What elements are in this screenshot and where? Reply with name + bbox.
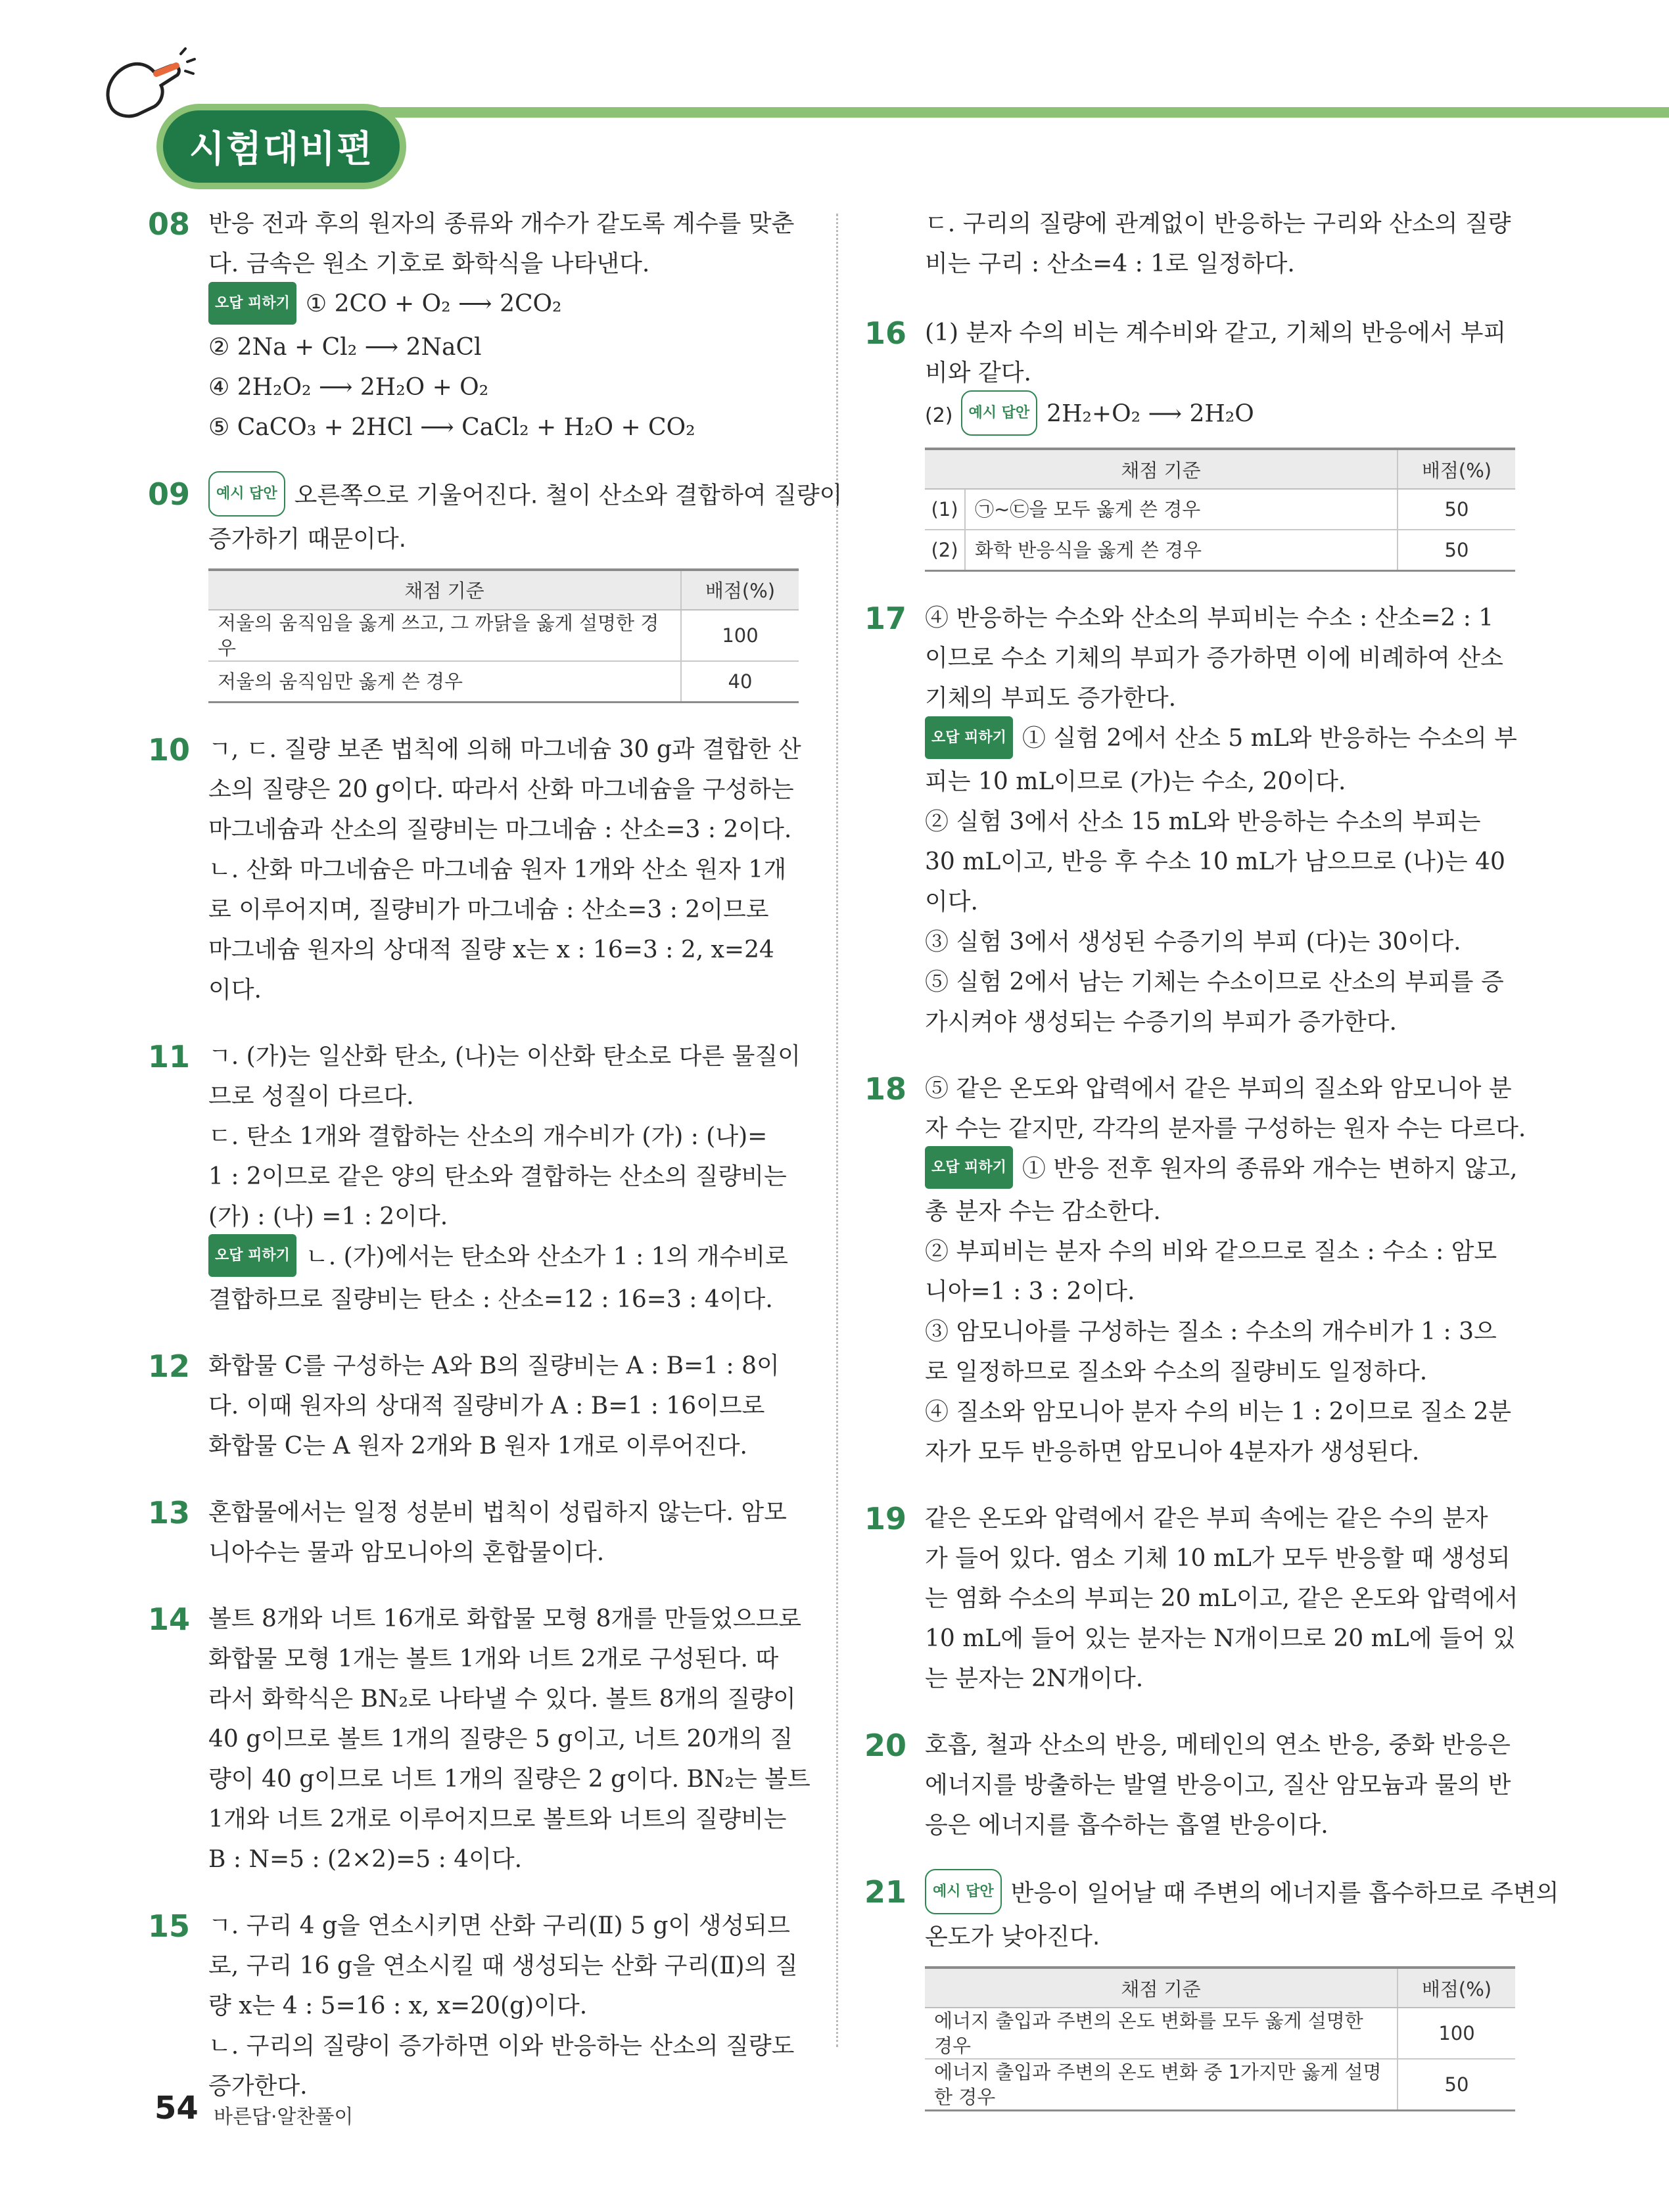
grading-table-row xyxy=(925,2059,1515,2111)
answer-text: 마그네슘과 산소의 질량비는 마그네슘 : 산소=3 : 2이다. xyxy=(208,816,792,843)
grading-table xyxy=(208,568,799,703)
grading-table-cell: 40 xyxy=(681,661,799,703)
avoid-mistake-tag: 오답 피하기 xyxy=(208,282,296,325)
grading-table-row xyxy=(925,2008,1515,2059)
answer-line xyxy=(925,1725,1515,1765)
grading-table-header: 배점(%) xyxy=(1398,449,1515,489)
answer-line xyxy=(925,1352,1515,1392)
answer-line xyxy=(208,1906,799,1946)
answer-item xyxy=(148,204,799,448)
question-number: 10 xyxy=(148,731,191,768)
answer-text: ㄱ. 구리 4 g을 연소시키면 산화 구리(Ⅱ) 5 g이 생성되므 xyxy=(208,1912,790,1939)
answer-text: 가시켜야 생성되는 수증기의 부피가 증가한다. xyxy=(925,1008,1397,1036)
answer-item xyxy=(148,1599,811,1879)
question-number: 16 xyxy=(864,315,907,351)
answer-line xyxy=(208,1426,799,1466)
answer-text: ⑤ 같은 온도와 압력에서 같은 부피의 질소와 암모니아 분 xyxy=(925,1074,1512,1102)
answer-text: 결합하므로 질량비는 탄소 : 산소=12 : 16=3 : 4이다. xyxy=(208,1286,773,1313)
grading-table-cell: ㉠~㉢을 모두 옳게 쓴 경우 xyxy=(965,489,1398,530)
answer-text: 량 x는 4 : 5=16 : x, x=20(g)이다. xyxy=(208,1993,588,2019)
answer-text: ② 2Na + Cl₂ ⟶ 2NaCl xyxy=(208,333,482,361)
answer-line xyxy=(208,1719,799,1759)
grading-table-row xyxy=(208,661,799,703)
question-number: 12 xyxy=(148,1348,191,1384)
question-number: 08 xyxy=(148,206,191,242)
answer-text: 증가하기 때문이다. xyxy=(208,525,407,553)
answer-text: ㄷ. 탄소 1개와 결합하는 산소의 개수비가 (가) : (나)= xyxy=(208,1122,768,1150)
grading-table-header: 채점 기준 xyxy=(925,1968,1398,2008)
grading-table xyxy=(925,1966,1515,2111)
question-number: 15 xyxy=(148,1908,191,1944)
answer-line xyxy=(925,1538,1515,1578)
answer-text: 온도가 낮아진다. xyxy=(925,1924,1100,1950)
answer-line xyxy=(925,244,1515,284)
answer-item xyxy=(864,1498,1518,1699)
grading-table-cell: 화학 반응식을 옳게 쓴 경우 xyxy=(965,530,1398,571)
answer-line xyxy=(208,407,799,448)
answer-text: 볼트 8개와 너트 16개로 화합물 모형 8개를 만들었으므로 xyxy=(208,1605,802,1632)
grading-table-cell: 100 xyxy=(681,610,799,661)
answer-line xyxy=(208,1639,799,1679)
answer-line xyxy=(208,474,843,519)
answer-text: ① 2CO + O₂ ⟶ 2CO₂ xyxy=(305,290,562,317)
answer-item xyxy=(148,474,843,703)
answer-text: 총 분자 수는 감소한다. xyxy=(925,1198,1161,1225)
answer-line xyxy=(208,1759,811,1799)
answer-text: 1개와 너트 2개로 이루어지므로 볼트와 너트의 질량비는 xyxy=(208,1806,787,1833)
answer-text: 혼합물에서는 일정 성분비 법칙이 성립하지 않는다. 암모 xyxy=(208,1499,787,1526)
grading-table-cell: 50 xyxy=(1398,2059,1515,2111)
answer-item xyxy=(864,1069,1526,1473)
answer-text: 화합물 C는 A 원자 2개와 B 원자 1개로 이루어진다. xyxy=(208,1433,747,1460)
answer-text: 로, 구리 16 g을 연소시킬 때 생성되는 산화 구리(Ⅱ)의 질 xyxy=(208,1952,798,1979)
answer-text: ④ 반응하는 수소와 산소의 부피비는 수소 : 산소=2 : 1 xyxy=(925,605,1494,632)
page-number: 54 xyxy=(154,2090,199,2127)
answer-text: ㄷ. 구리의 질량에 관계없이 반응하는 구리와 산소의 질량 xyxy=(925,210,1511,237)
answer-text: 30 mL이고, 반응 후 수소 10 mL가 남으므로 (나)는 40 xyxy=(925,848,1505,875)
answer-line xyxy=(925,1149,1518,1192)
answer-text: 화합물 C를 구성하는 A와 B의 질량비는 A : B=1 : 8이 xyxy=(208,1352,780,1379)
answer-text: 이다. xyxy=(208,976,262,1003)
answer-text: ④ 질소와 암모니아 분자 수의 비는 1 : 2이므로 질소 2분 xyxy=(925,1398,1512,1425)
answer-text: 다. 이때 원자의 상대적 질량비가 A : B=1 : 16이므로 xyxy=(208,1393,765,1419)
answer-line xyxy=(925,1765,1515,1805)
answer-text: ③ 실험 3에서 생성된 수증기의 부피 (다)는 30이다. xyxy=(925,928,1461,956)
answer-text: ㄱ. (가)는 일산화 탄소, (나)는 이산화 탄소로 다른 물질이 xyxy=(208,1042,801,1070)
answer-text: 는 분자는 2N개이다. xyxy=(925,1665,1144,1692)
answer-text: 가 들어 있다. 염소 기체 10 mL가 모두 반응할 때 생성되 xyxy=(925,1545,1511,1572)
grading-table-cell: 에너지 출입과 주변의 온도 변화 중 1가지만 옳게 설명한 경우 xyxy=(925,2059,1398,2111)
answer-line xyxy=(925,882,1515,922)
header-rule xyxy=(342,107,1669,118)
answer-line xyxy=(208,327,799,367)
answer-line xyxy=(925,638,1515,678)
answer-text: 자 수는 같지만, 각각의 분자를 구성하는 원자 수는 다르다. xyxy=(925,1115,1526,1142)
answer-line xyxy=(208,1036,799,1076)
answer-text: 비와 같다. xyxy=(925,359,1031,386)
answer-line xyxy=(925,842,1515,882)
answer-text: 므로 성질이 다르다. xyxy=(208,1082,414,1110)
answer-line xyxy=(208,1946,799,1986)
answer-line xyxy=(208,1679,799,1719)
answer-line xyxy=(925,1312,1515,1352)
answer-line xyxy=(208,729,799,770)
answer-line xyxy=(208,1599,802,1639)
answer-line xyxy=(925,1805,1515,1845)
answer-line xyxy=(208,810,799,850)
answer-text: 오른쪽으로 기울어진다. 철이 산소와 결합하여 질량이 xyxy=(294,482,843,509)
answer-line xyxy=(208,284,799,327)
answer-text: 량이 40 g이므로 너트 1개의 질량은 2 g이다. BN₂는 볼트 xyxy=(208,1766,811,1793)
question-number: 13 xyxy=(148,1495,191,1531)
question-number: 19 xyxy=(864,1501,907,1536)
answer-text: 자가 모두 반응하면 암모니아 4분자가 생성된다. xyxy=(925,1439,1420,1465)
answer-line xyxy=(208,1492,799,1532)
answer-item xyxy=(864,1725,1515,1845)
book-title: 바른답·알찬풀이 xyxy=(214,2106,354,2129)
answer-line xyxy=(925,718,1515,762)
section-title-badge: 시험대비편 xyxy=(163,110,400,183)
grading-table-row xyxy=(925,489,1515,530)
answer-line xyxy=(208,1157,799,1197)
answer-text: ㄴ. (가)에서는 탄소와 산소가 1 : 1의 개수비로 xyxy=(305,1243,788,1270)
answer-text: 니아=1 : 3 : 2이다. xyxy=(925,1278,1135,1305)
answer-text: 는 염화 수소의 부피는 20 mL이고, 같은 온도와 압력에서 xyxy=(925,1585,1518,1612)
answer-text: ⑤ 실험 2에서 남는 기체는 수소이므로 산소의 부피를 증 xyxy=(925,968,1504,996)
grading-table-cell: 저울의 움직임만 옳게 쓴 경우 xyxy=(208,661,681,703)
right-column xyxy=(864,204,1559,2138)
answer-line xyxy=(925,802,1515,842)
answer-text: 마그네슘 원자의 상대적 질량 x는 x : 16=3 : 2, x=24 xyxy=(208,936,774,963)
answer-text: (1) 분자 수의 비는 계수비와 같고, 기체의 반응에서 부피 xyxy=(925,319,1507,346)
question-number: 21 xyxy=(864,1874,907,1910)
grading-table-cell: 50 xyxy=(1398,489,1515,530)
answer-text: 1 : 2이므로 같은 양의 탄소와 결합하는 산소의 질량비는 xyxy=(208,1163,787,1190)
avoid-mistake-tag: 오답 피하기 xyxy=(925,716,1013,759)
grading-table-row xyxy=(208,610,799,661)
answer-line xyxy=(208,1197,799,1237)
answer-text: 반응이 일어날 때 주변의 에너지를 흡수하므로 주변의 xyxy=(1010,1879,1559,1907)
answer-text: ② 실험 3에서 산소 15 mL와 반응하는 수소의 부피는 xyxy=(925,808,1481,835)
answer-line xyxy=(208,850,799,890)
answer-text: 로 이루어지며, 질량비가 마그네슘 : 산소=3 : 2이므로 xyxy=(208,896,769,923)
answer-line xyxy=(208,367,799,407)
answer-text: 이므로 수소 기체의 부피가 증가하면 이에 비례하여 산소 xyxy=(925,645,1503,672)
example-answer-tag: 예시 답안 xyxy=(208,471,285,517)
answer-text: 2H₂+O₂ ⟶ 2H₂O xyxy=(1046,400,1254,428)
question-number: 20 xyxy=(864,1728,907,1763)
grading-table-cell: 에너지 출입과 주변의 온도 변화를 모두 옳게 설명한 경우 xyxy=(925,2008,1398,2059)
answer-text: 기체의 부피도 증가한다. xyxy=(925,685,1177,712)
grading-table-cell: (2) xyxy=(925,530,965,571)
grading-table-header: 채점 기준 xyxy=(208,570,681,610)
answer-text: 에너지를 방출하는 발열 반응이고, 질산 암모늄과 물의 반 xyxy=(925,1772,1511,1799)
answer-text: ① 반응 전후 원자의 종류와 개수는 변하지 않고, xyxy=(1022,1155,1518,1182)
answer-item xyxy=(864,204,1515,284)
question-number: 18 xyxy=(864,1071,907,1107)
answer-line xyxy=(925,1659,1515,1699)
answer-item xyxy=(148,1906,799,2106)
grading-table-header: 배점(%) xyxy=(681,570,799,610)
answer-text: 이다. xyxy=(925,888,978,915)
answer-line xyxy=(208,1986,799,2026)
grading-table xyxy=(925,448,1515,572)
answer-item xyxy=(148,1492,799,1573)
answer-line xyxy=(925,1432,1515,1472)
answer-subpart-label: (2) xyxy=(925,403,953,427)
answer-line xyxy=(925,1109,1526,1149)
answer-text: 10 mL에 들어 있는 분자는 N개이므로 20 mL에 들어 있 xyxy=(925,1625,1516,1652)
answer-text: 40 g이므로 볼트 1개의 질량은 5 g이고, 너트 20개의 질 xyxy=(208,1726,793,1753)
avoid-mistake-tag: 오답 피하기 xyxy=(208,1234,296,1277)
answer-item xyxy=(148,1036,799,1320)
answer-line xyxy=(208,1346,799,1386)
grading-table-header: 채점 기준 xyxy=(925,449,1398,489)
answer-line xyxy=(208,1839,799,1879)
answer-line xyxy=(208,2026,799,2066)
answer-text: ② 부피비는 분자 수의 비와 같으므로 질소 : 수소 : 암모 xyxy=(925,1238,1497,1265)
answer-text: 피는 10 mL이므로 (가)는 수소, 20이다. xyxy=(925,768,1346,795)
example-answer-tag: 예시 답안 xyxy=(961,390,1038,436)
question-number: 11 xyxy=(148,1038,191,1074)
answer-line xyxy=(208,1386,799,1426)
answer-line xyxy=(208,930,799,970)
grading-table-cell: 50 xyxy=(1398,530,1515,571)
answer-text: 같은 온도와 압력에서 같은 부피 속에는 같은 수의 분자 xyxy=(925,1505,1488,1532)
answer-text: ③ 암모니아를 구성하는 질소 : 수소의 개수비가 1 : 3으 xyxy=(925,1318,1497,1345)
answer-text: ㄴ. 산화 마그네슘은 마그네슘 원자 1개와 산소 원자 1개 xyxy=(208,856,787,883)
answer-line xyxy=(925,1002,1515,1042)
answer-text: 소의 질량은 20 g이다. 따라서 산화 마그네슘을 구성하는 xyxy=(208,775,794,803)
answer-text: ① 실험 2에서 산소 5 mL와 반응하는 수소의 부 xyxy=(1022,725,1517,752)
answer-text: ㄴ. 구리의 질량이 증가하면 이와 반응하는 산소의 질량도 xyxy=(208,2033,795,2060)
answer-text: 반응 전과 후의 원자의 종류와 개수가 같도록 계수를 맞춘 xyxy=(208,210,795,237)
grading-table-header: 배점(%) xyxy=(1398,1968,1515,2008)
question-number: 17 xyxy=(864,601,907,636)
answer-text: 비는 구리 : 산소=4 : 1로 일정하다. xyxy=(925,250,1295,277)
answer-text: ④ 2H₂O₂ ⟶ 2H₂O + O₂ xyxy=(208,373,489,401)
answer-line xyxy=(925,393,1515,438)
answer-line xyxy=(925,1392,1515,1432)
grading-table-cell: 저울의 움직임을 옳게 쓰고, 그 까닭을 옳게 설명한 경우 xyxy=(208,610,681,661)
answer-line xyxy=(925,598,1515,638)
answer-line xyxy=(208,1076,799,1117)
answer-line xyxy=(925,922,1515,962)
answer-text: 화합물 모형 1개는 볼트 1개와 너트 2개로 구성된다. 따 xyxy=(208,1646,779,1672)
answer-text: 응은 에너지를 흡수하는 흡열 반응이다. xyxy=(925,1812,1328,1839)
answer-line xyxy=(208,244,799,284)
answer-line xyxy=(925,204,1515,244)
question-number: 14 xyxy=(148,1601,191,1637)
answer-text: 로 일정하므로 질소와 수소의 질량비도 일정하다. xyxy=(925,1358,1428,1385)
answer-item xyxy=(864,598,1515,1042)
answer-text: 다. 금속은 원소 기호로 화학식을 나타낸다. xyxy=(208,250,650,277)
grading-table-row xyxy=(925,530,1515,571)
answer-line xyxy=(925,1069,1515,1109)
answer-text: ⑤ CaCO₃ + 2HCl ⟶ CaCl₂ + H₂O + CO₂ xyxy=(208,413,695,441)
answer-line xyxy=(208,519,799,559)
answer-line xyxy=(208,1799,799,1839)
answer-line xyxy=(925,1232,1515,1272)
answer-line xyxy=(925,313,1515,353)
answer-text: 호흡, 철과 산소의 반응, 메테인의 연소 반응, 중화 반응은 xyxy=(925,1732,1511,1759)
answer-line xyxy=(925,678,1515,718)
answer-line xyxy=(925,1498,1515,1538)
answer-item xyxy=(864,313,1515,572)
answer-line xyxy=(925,1191,1515,1232)
example-answer-tag: 예시 답안 xyxy=(925,1869,1002,1914)
answer-item xyxy=(148,729,799,1010)
answer-line xyxy=(925,762,1515,802)
left-column xyxy=(148,204,843,2132)
answer-line xyxy=(208,770,799,810)
answer-line xyxy=(925,1578,1518,1619)
answer-line xyxy=(925,353,1515,393)
answer-line xyxy=(208,1117,799,1157)
answer-line xyxy=(925,1619,1515,1659)
answer-item xyxy=(864,1872,1559,2111)
answer-line xyxy=(208,1237,799,1280)
answer-line xyxy=(925,1872,1559,1917)
answer-line xyxy=(925,1272,1515,1312)
answer-text: 라서 화학식은 BN₂로 나타낼 수 있다. 볼트 8개의 질량이 xyxy=(208,1686,796,1713)
avoid-mistake-tag: 오답 피하기 xyxy=(925,1146,1013,1189)
answer-line xyxy=(208,970,799,1010)
question-number: 09 xyxy=(148,476,191,512)
answer-text: B : N=5 : (2×2)=5 : 4이다. xyxy=(208,1846,523,1873)
answer-line xyxy=(208,1279,799,1320)
grading-table-cell: (1) xyxy=(925,489,965,530)
grading-table-cell: 100 xyxy=(1398,2008,1515,2059)
answer-text: (가) : (나) =1 : 2이다. xyxy=(208,1203,448,1230)
answer-line xyxy=(208,1532,799,1573)
answer-line xyxy=(925,1917,1515,1957)
answer-text: 증가한다. xyxy=(208,2073,308,2100)
answer-line xyxy=(208,890,799,930)
answer-item xyxy=(148,1346,799,1466)
answer-text: 니아수는 물과 암모니아의 혼합물이다. xyxy=(208,1539,605,1566)
answer-text: ㄱ, ㄷ. 질량 보존 법칙에 의해 마그네슘 30 g과 결합한 산 xyxy=(208,735,801,763)
answer-line xyxy=(208,204,799,244)
answer-line xyxy=(925,962,1515,1002)
